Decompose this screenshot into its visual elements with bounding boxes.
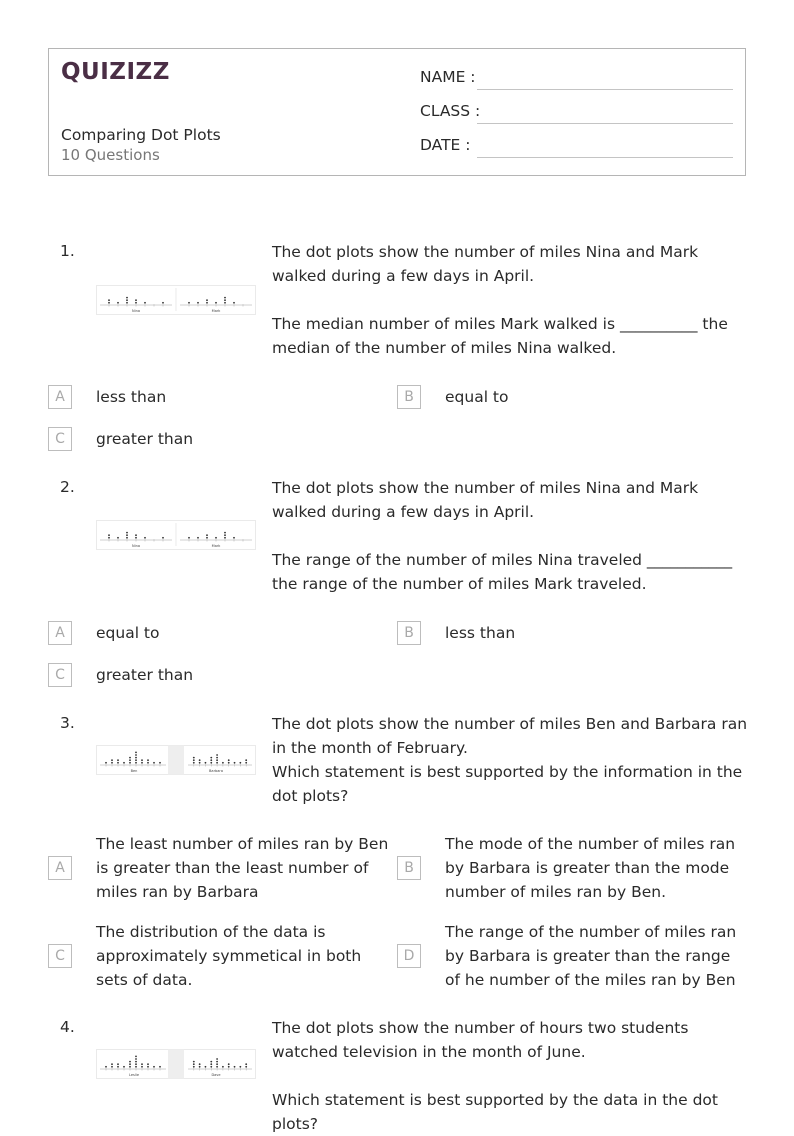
date-label: DATE : <box>420 136 471 154</box>
plot-dot <box>144 537 146 539</box>
plot-dot <box>108 537 110 539</box>
option-a-marker[interactable]: A <box>48 385 72 409</box>
option-b-text[interactable]: less than <box>445 624 516 642</box>
plot-dot <box>144 302 146 304</box>
thumbnail-divider <box>168 1050 184 1079</box>
dot-plot-image <box>96 285 256 315</box>
date-field[interactable] <box>477 157 733 158</box>
plot-dot <box>111 759 113 761</box>
plot-dot <box>224 299 226 301</box>
plot-dot <box>129 1066 131 1068</box>
plot-dot <box>135 299 137 301</box>
plot-dot <box>205 1066 207 1068</box>
plot-dot <box>111 1063 113 1065</box>
question-number: 2. <box>60 478 75 496</box>
plot-dot <box>193 757 195 759</box>
plot-dot <box>117 762 119 764</box>
plot-dot <box>199 1066 201 1068</box>
question-text <box>272 476 752 596</box>
plot-label-right: Mark <box>211 544 221 548</box>
option-c-marker[interactable]: C <box>48 944 72 968</box>
plot-dot <box>210 1066 212 1068</box>
plot-dot <box>228 762 230 764</box>
plot-dot <box>129 1061 131 1063</box>
plot-dot <box>135 754 137 756</box>
plot-dot <box>159 762 161 764</box>
worksheet-title: Comparing Dot Plots <box>61 126 221 144</box>
plot-dot <box>216 754 218 756</box>
plot-dot <box>199 1063 201 1065</box>
plot-dot <box>210 1063 212 1065</box>
plot-dot <box>216 1058 218 1060</box>
plot-label-right: Mark <box>211 309 221 313</box>
plot-dot <box>228 759 230 761</box>
plot-dot <box>216 757 218 759</box>
plot-dot <box>215 537 217 539</box>
plot-dot <box>206 537 208 539</box>
plot-dot <box>206 534 208 536</box>
plot-dot <box>135 762 137 764</box>
option-c-text[interactable]: greater than <box>96 430 194 448</box>
question-line: The dot plots show the number of hours two students watched television in the month of June. <box>272 1019 689 1061</box>
plot-dot <box>205 762 207 764</box>
plot-dot <box>117 302 119 304</box>
plot-dot <box>233 537 235 539</box>
dot-plot-image <box>96 745 256 775</box>
plot-dot <box>162 537 164 539</box>
plot-dot <box>147 759 149 761</box>
plot-label-left: Nina <box>132 309 140 313</box>
plot-dot <box>117 537 119 539</box>
question-line: Which statement is best supported by the data in the dot plots? <box>272 1091 718 1133</box>
plot-dot <box>228 1066 230 1068</box>
plot-dot <box>188 537 190 539</box>
option-b-marker[interactable]: B <box>397 621 421 645</box>
plot-dot <box>206 299 208 301</box>
name-label: NAME : <box>420 68 476 86</box>
plot-dot <box>153 1066 155 1068</box>
plot-dot <box>141 759 143 761</box>
option-c-marker[interactable]: C <box>48 427 72 451</box>
plot-dot <box>228 1063 230 1065</box>
dot-plot-image <box>96 1049 256 1079</box>
plot-dot <box>245 762 247 764</box>
plot-dot <box>197 302 199 304</box>
plot-dot <box>153 762 155 764</box>
plot-dot <box>197 537 199 539</box>
plot-dot <box>105 762 107 764</box>
plot-dot <box>129 762 131 764</box>
plot-dot <box>111 762 113 764</box>
question-count: 10 Questions <box>61 146 160 164</box>
plot-dot <box>159 1066 161 1068</box>
thumbnail-divider <box>168 746 184 775</box>
option-b-text[interactable]: The mode of the number of miles ran by Barbara is greater than the mode number of miles ran by Ben. <box>445 835 736 901</box>
plot-label-right: Barbara <box>209 769 223 773</box>
plot-dot <box>245 1066 247 1068</box>
plot-label-left: Ben <box>130 769 138 773</box>
plot-dot <box>126 302 128 304</box>
plot-dot <box>126 299 128 301</box>
question-line: The dot plots show the number of miles Nina and Mark walked during a few days in April. <box>272 479 699 521</box>
plot-dot <box>188 302 190 304</box>
plot-dot <box>215 302 217 304</box>
worksheet-header <box>48 48 746 176</box>
option-b-marker[interactable]: B <box>397 385 421 409</box>
question-text <box>272 712 752 808</box>
plot-dot <box>233 302 235 304</box>
plot-dot <box>224 537 226 539</box>
question-text <box>272 240 752 360</box>
question-line: The dot plots show the number of miles Ben and Barbara ran in the month of February. <box>272 715 748 757</box>
plot-dot <box>135 759 137 761</box>
plot-dot <box>224 297 226 299</box>
plot-label-left: Nina <box>132 544 140 548</box>
plot-dot <box>129 759 131 761</box>
plot-dot <box>234 762 236 764</box>
plot-label-left: Leslie <box>129 1073 139 1077</box>
plot-dot <box>222 1066 224 1068</box>
plot-dot <box>117 759 119 761</box>
question-line: The range of the number of miles Nina traveled ___________ the range of the number of miles Mark traveled. <box>272 551 733 593</box>
plot-dot <box>126 532 128 534</box>
question-text <box>272 1016 752 1136</box>
plot-dot <box>216 1066 218 1068</box>
plot-dot <box>193 759 195 761</box>
question-line: Which statement is best supported by the information in the dot plots? <box>272 763 743 805</box>
plot-dot <box>135 1061 137 1063</box>
option-b-text[interactable]: equal to <box>445 388 509 406</box>
class-label: CLASS : <box>420 102 481 120</box>
option-a-text[interactable]: less than <box>96 388 167 406</box>
option-a-marker[interactable]: A <box>48 856 72 880</box>
plot-dot <box>162 302 164 304</box>
question-number: 4. <box>60 1018 75 1036</box>
plot-dot <box>193 762 195 764</box>
plot-dot <box>234 1066 236 1068</box>
plot-dot <box>199 759 201 761</box>
plot-dot <box>111 1066 113 1068</box>
plot-dot <box>108 302 110 304</box>
plot-dot <box>222 762 224 764</box>
plot-dot <box>199 762 201 764</box>
option-a-text[interactable]: equal to <box>96 624 160 642</box>
plot-dot <box>216 1063 218 1065</box>
question-number: 3. <box>60 714 75 732</box>
plot-dot <box>239 762 241 764</box>
plot-dot <box>193 1063 195 1065</box>
plot-dot <box>210 1061 212 1063</box>
plot-dot <box>123 1066 125 1068</box>
plot-dot <box>210 757 212 759</box>
plot-dot <box>135 302 137 304</box>
plot-dot <box>117 1066 119 1068</box>
option-c-text[interactable]: greater than <box>96 666 194 684</box>
plot-dot <box>105 1066 107 1068</box>
question-number: 1. <box>60 242 75 260</box>
plot-dot <box>117 1063 119 1065</box>
plot-dot <box>147 762 149 764</box>
plot-dot <box>141 762 143 764</box>
plot-dot <box>193 1061 195 1063</box>
plot-dot <box>210 759 212 761</box>
option-c-marker[interactable]: C <box>48 663 72 687</box>
plot-dot <box>108 534 110 536</box>
plot-dot <box>239 1066 241 1068</box>
plot-dot <box>245 1063 247 1065</box>
plot-dot <box>123 762 125 764</box>
class-field[interactable] <box>477 123 733 124</box>
plot-dot <box>135 1063 137 1065</box>
plot-dot <box>135 757 137 759</box>
name-field[interactable] <box>477 89 733 90</box>
plot-dot <box>126 297 128 299</box>
plot-dot <box>224 534 226 536</box>
question-line: The dot plots show the number of miles Nina and Mark walked during a few days in April. <box>272 243 699 285</box>
option-a-text[interactable]: The least number of miles ran by Ben is greater than the least number of miles ran by Barbara <box>96 835 389 901</box>
plot-dot <box>129 757 131 759</box>
option-a-marker[interactable]: A <box>48 621 72 645</box>
plot-dot <box>216 759 218 761</box>
plot-dot <box>135 752 137 754</box>
dot-plot-image <box>96 520 256 550</box>
plot-dot <box>147 1063 149 1065</box>
plot-dot <box>141 1066 143 1068</box>
option-d-marker[interactable]: D <box>397 944 421 968</box>
option-c-text[interactable]: The distribution of the data is approximately symmetical in both sets of data. <box>96 923 362 989</box>
plot-dot <box>135 1066 137 1068</box>
plot-dot <box>210 762 212 764</box>
plot-dot <box>224 302 226 304</box>
plot-dot <box>206 302 208 304</box>
plot-dot <box>135 1056 137 1058</box>
quizizz-logo: QUIZIZZ <box>61 59 170 85</box>
plot-dot <box>135 537 137 539</box>
plot-label-right: Dave <box>211 1073 221 1077</box>
option-d-text[interactable]: The range of the number of miles ran by Barbara is greater than the range of he number of the miles ran by Ben <box>445 923 737 989</box>
plot-dot <box>216 1061 218 1063</box>
plot-dot <box>245 759 247 761</box>
option-b-marker[interactable]: B <box>397 856 421 880</box>
plot-dot <box>135 1058 137 1060</box>
plot-dot <box>126 537 128 539</box>
plot-dot <box>141 1063 143 1065</box>
plot-dot <box>135 534 137 536</box>
plot-dot <box>147 1066 149 1068</box>
plot-dot <box>108 299 110 301</box>
plot-dot <box>129 1063 131 1065</box>
plot-dot <box>216 762 218 764</box>
plot-dot <box>126 534 128 536</box>
question-line: The median number of miles Mark walked is __________ the median of the number of miles Nina walked. <box>272 315 728 357</box>
plot-dot <box>193 1066 195 1068</box>
plot-dot <box>224 532 226 534</box>
